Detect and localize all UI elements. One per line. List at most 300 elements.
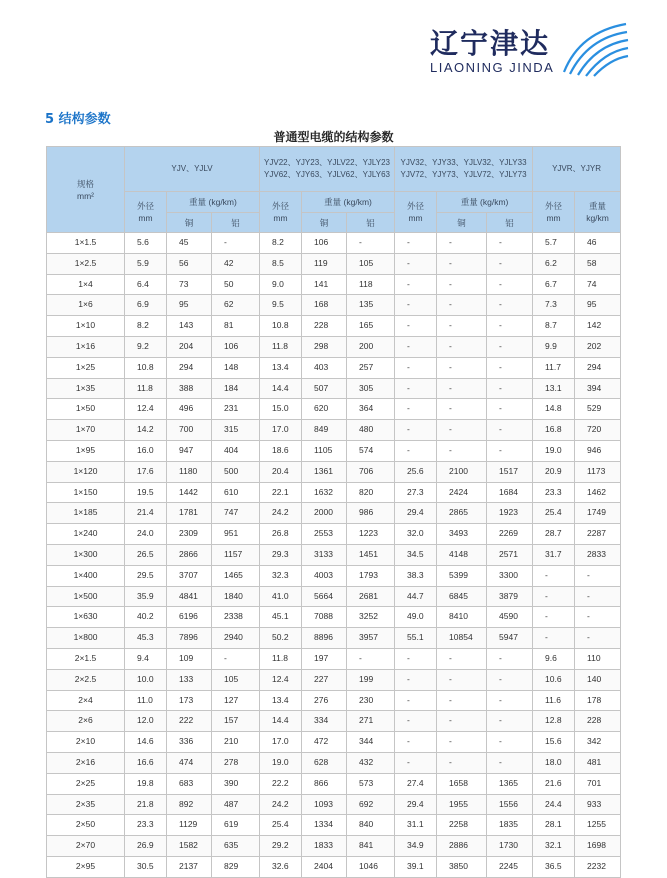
- table-cell: 23.3: [125, 815, 167, 836]
- table-cell: 14.8: [533, 399, 575, 420]
- table-cell: 11.6: [533, 690, 575, 711]
- table-cell: 692: [347, 794, 395, 815]
- table-cell: 390: [212, 773, 260, 794]
- table-cell: 24.2: [260, 503, 302, 524]
- table-cell: 529: [575, 399, 621, 420]
- table-cell: 8410: [437, 607, 487, 628]
- table-cell: 199: [347, 669, 395, 690]
- table-cell: 1658: [437, 773, 487, 794]
- table-row: [47, 607, 621, 628]
- table-cell: -: [347, 233, 395, 254]
- table-cell: 25.4: [260, 815, 302, 836]
- table-cell: 29.5: [125, 565, 167, 586]
- table-cell: 148: [212, 357, 260, 378]
- table-cell: 2553: [302, 524, 347, 545]
- table-cell: -: [437, 420, 487, 441]
- table-cell: 3850: [437, 856, 487, 877]
- table-cell: -: [487, 253, 533, 274]
- cell-spec: 1×2.5: [47, 253, 125, 274]
- table-cell: 1835: [487, 815, 533, 836]
- table-row: [47, 648, 621, 669]
- table-cell: 24.4: [533, 794, 575, 815]
- table-cell: -: [212, 233, 260, 254]
- table-cell: 5.7: [533, 233, 575, 254]
- table-cell: 1180: [167, 461, 212, 482]
- table-cell: 34.5: [395, 544, 437, 565]
- brand-name-cn: 辽宁津达: [430, 27, 551, 60]
- table-cell: 19.0: [533, 440, 575, 461]
- table-cell: 1462: [575, 482, 621, 503]
- table-cell: 6.7: [533, 274, 575, 295]
- table-cell: 16.8: [533, 420, 575, 441]
- table-cell: 1749: [575, 503, 621, 524]
- table-cell: 1556: [487, 794, 533, 815]
- table-cell: 1157: [212, 544, 260, 565]
- table-cell: 74: [575, 274, 621, 295]
- table-cell: 18.0: [533, 752, 575, 773]
- cell-spec: 1×630: [47, 607, 125, 628]
- cell-spec: 1×6: [47, 295, 125, 316]
- table-cell: 58: [575, 253, 621, 274]
- table-cell: 29.4: [395, 794, 437, 815]
- header-group-yjv22-line2: YJV62、YJY63、YJLV62、YJLY63: [264, 170, 391, 179]
- table-cell: -: [395, 357, 437, 378]
- table-cell: 1442: [167, 482, 212, 503]
- table-cell: 1255: [575, 815, 621, 836]
- table-cell: 2571: [487, 544, 533, 565]
- table-cell: 9.2: [125, 336, 167, 357]
- table-cell: 7.3: [533, 295, 575, 316]
- cell-spec: 1×300: [47, 544, 125, 565]
- od-label: 外径: [272, 201, 290, 211]
- table-cell: 2287: [575, 524, 621, 545]
- table-cell: 294: [167, 357, 212, 378]
- table-cell: 683: [167, 773, 212, 794]
- table-cell: 5664: [302, 586, 347, 607]
- table-cell: -: [533, 607, 575, 628]
- header-cu-2: 铜: [302, 213, 347, 233]
- table-cell: 10854: [437, 628, 487, 649]
- table-cell: 12.0: [125, 711, 167, 732]
- table-cell: 202: [575, 336, 621, 357]
- table-cell: -: [437, 399, 487, 420]
- table-cell: -: [575, 607, 621, 628]
- header-group-yjv22: [260, 147, 395, 192]
- table-cell: 105: [212, 669, 260, 690]
- table-cell: 17.0: [260, 420, 302, 441]
- table-cell: 394: [575, 378, 621, 399]
- table-cell: 23.3: [533, 482, 575, 503]
- table-cell: -: [437, 316, 487, 337]
- header-od-3: [395, 192, 437, 233]
- table-cell: 1698: [575, 836, 621, 857]
- table-cell: -: [487, 295, 533, 316]
- table-cell: 95: [575, 295, 621, 316]
- table-cell: 2232: [575, 856, 621, 877]
- table-cell: 6.4: [125, 274, 167, 295]
- cell-spec: 2×1.5: [47, 648, 125, 669]
- table-cell: 26.9: [125, 836, 167, 857]
- table-cell: 41.0: [260, 586, 302, 607]
- table-cell: 9.4: [125, 648, 167, 669]
- table-cell: 32.3: [260, 565, 302, 586]
- table-cell: 866: [302, 773, 347, 794]
- table-cell: 178: [575, 690, 621, 711]
- cell-spec: 2×25: [47, 773, 125, 794]
- table-cell: -: [487, 690, 533, 711]
- header-spec-unit: mm²: [77, 190, 94, 201]
- table-cell: 110: [575, 648, 621, 669]
- table-cell: 620: [302, 399, 347, 420]
- table-cell: 133: [167, 669, 212, 690]
- table-cell: -: [395, 295, 437, 316]
- table-cell: 946: [575, 440, 621, 461]
- table-cell: 344: [347, 732, 395, 753]
- cell-spec: 1×185: [47, 503, 125, 524]
- table-cell: 2866: [167, 544, 212, 565]
- table-cell: 487: [212, 794, 260, 815]
- table-cell: 10.8: [125, 357, 167, 378]
- table-cell: 472: [302, 732, 347, 753]
- header-group-yjvr: YJVR、YJYR: [533, 147, 621, 192]
- table-cell: 24.0: [125, 524, 167, 545]
- table-cell: 6196: [167, 607, 212, 628]
- header-group-yjv32-line2: YJV72、YJY73、YJLV72、YJLY73: [400, 170, 527, 179]
- header-al-1: 铝: [212, 213, 260, 233]
- table-cell: 231: [212, 399, 260, 420]
- table-cell: 849: [302, 420, 347, 441]
- table-cell: -: [487, 378, 533, 399]
- table-cell: 3879: [487, 586, 533, 607]
- table-cell: 21.4: [125, 503, 167, 524]
- table-row: [47, 253, 621, 274]
- table-cell: 29.4: [395, 503, 437, 524]
- table-cell: 829: [212, 856, 260, 877]
- table-cell: -: [437, 378, 487, 399]
- table-cell: 135: [347, 295, 395, 316]
- table-cell: -: [395, 233, 437, 254]
- table-cell: 1833: [302, 836, 347, 857]
- table-cell: 15.0: [260, 399, 302, 420]
- table-cell: 127: [212, 690, 260, 711]
- table-cell: 16.6: [125, 752, 167, 773]
- weight-label: 重量: [589, 201, 607, 211]
- table-cell: 141: [302, 274, 347, 295]
- table-cell: 507: [302, 378, 347, 399]
- cell-spec: 2×70: [47, 836, 125, 857]
- table-cell: -: [395, 378, 437, 399]
- table-cell: 45.3: [125, 628, 167, 649]
- header-spec: [47, 147, 125, 233]
- table-cell: 12.8: [533, 711, 575, 732]
- table-cell: 1334: [302, 815, 347, 836]
- header-group-yjv32-line1: YJV32、YJY33、YJLV32、YJLY33: [400, 158, 527, 167]
- table-cell: 36.5: [533, 856, 575, 877]
- table-cell: 20.9: [533, 461, 575, 482]
- table-cell: -: [487, 420, 533, 441]
- table-cell: 29.2: [260, 836, 302, 857]
- cell-spec: 1×35: [47, 378, 125, 399]
- table-cell: 28.1: [533, 815, 575, 836]
- cell-spec: 1×95: [47, 440, 125, 461]
- table-row: [47, 274, 621, 295]
- od-unit: mm: [273, 213, 288, 223]
- table-cell: 1451: [347, 544, 395, 565]
- header-weight-3: 重量 (kg/km): [437, 192, 533, 213]
- table-cell: 1361: [302, 461, 347, 482]
- table-cell: 3707: [167, 565, 212, 586]
- table-cell: -: [437, 732, 487, 753]
- table-cell: 2137: [167, 856, 212, 877]
- cable-parameters-table: [46, 146, 621, 878]
- cell-spec: 1×400: [47, 565, 125, 586]
- table-cell: 334: [302, 711, 347, 732]
- table-cell: 5.9: [125, 253, 167, 274]
- table-cell: 19.0: [260, 752, 302, 773]
- table-cell: 2309: [167, 524, 212, 545]
- table-row: [47, 295, 621, 316]
- header-group-yjv: YJV、YJLV: [125, 147, 260, 192]
- table-cell: 481: [575, 752, 621, 773]
- table-cell: 28.7: [533, 524, 575, 545]
- od-unit: mm: [546, 213, 561, 223]
- table-cell: 271: [347, 711, 395, 732]
- table-cell: 1730: [487, 836, 533, 857]
- header-spec-label: 规格: [76, 178, 94, 189]
- table-cell: 342: [575, 732, 621, 753]
- table-cell: 19.5: [125, 482, 167, 503]
- table-cell: 11.0: [125, 690, 167, 711]
- table-cell: 165: [347, 316, 395, 337]
- cell-spec: 2×6: [47, 711, 125, 732]
- table-cell: 1105: [302, 440, 347, 461]
- table-cell: 9.0: [260, 274, 302, 295]
- table-cell: 3252: [347, 607, 395, 628]
- table-cell: 610: [212, 482, 260, 503]
- table-cell: 22.1: [260, 482, 302, 503]
- table-cell: 1632: [302, 482, 347, 503]
- table-cell: 31.7: [533, 544, 575, 565]
- table-cell: -: [487, 274, 533, 295]
- table-cell: 45: [167, 233, 212, 254]
- table-cell: 8.7: [533, 316, 575, 337]
- table-cell: 3493: [437, 524, 487, 545]
- table-cell: 230: [347, 690, 395, 711]
- table-cell: 184: [212, 378, 260, 399]
- table-cell: 1093: [302, 794, 347, 815]
- cell-spec: 1×16: [47, 336, 125, 357]
- table-cell: 3133: [302, 544, 347, 565]
- table-cell: 933: [575, 794, 621, 815]
- table-cell: 2338: [212, 607, 260, 628]
- cell-spec: 2×35: [47, 794, 125, 815]
- table-cell: 4003: [302, 565, 347, 586]
- table-row: [47, 628, 621, 649]
- table-cell: 26.5: [125, 544, 167, 565]
- table-cell: 2865: [437, 503, 487, 524]
- table-cell: 701: [575, 773, 621, 794]
- table-cell: 305: [347, 378, 395, 399]
- table-cell: 25.4: [533, 503, 575, 524]
- table-cell: -: [437, 336, 487, 357]
- table-cell: -: [487, 399, 533, 420]
- cell-spec: 1×10: [47, 316, 125, 337]
- table-cell: 46: [575, 233, 621, 254]
- table-cell: 38.3: [395, 565, 437, 586]
- table-cell: -: [575, 565, 621, 586]
- table-cell: 13.4: [260, 357, 302, 378]
- swoosh-icon: [560, 18, 630, 78]
- header-group-yjv22-line1: YJV22、YJY23、YJLV22、YJLY23: [264, 158, 391, 167]
- table-cell: 8.2: [125, 316, 167, 337]
- table-cell: 9.9: [533, 336, 575, 357]
- table-cell: 1840: [212, 586, 260, 607]
- table-cell: -: [437, 295, 487, 316]
- table-cell: 2404: [302, 856, 347, 877]
- table-cell: 34.9: [395, 836, 437, 857]
- table-cell: 157: [212, 711, 260, 732]
- table-cell: 5947: [487, 628, 533, 649]
- table-cell: -: [487, 316, 533, 337]
- table-cell: -: [395, 420, 437, 441]
- table-cell: 32.6: [260, 856, 302, 877]
- table-cell: 480: [347, 420, 395, 441]
- table-cell: 142: [575, 316, 621, 337]
- table-cell: 118: [347, 274, 395, 295]
- header-weight-2: 重量 (kg/km): [302, 192, 395, 213]
- table-cell: 4841: [167, 586, 212, 607]
- cell-spec: 2×2.5: [47, 669, 125, 690]
- cell-spec: 1×800: [47, 628, 125, 649]
- table-row: [47, 836, 621, 857]
- table-cell: -: [487, 440, 533, 461]
- table-cell: 1173: [575, 461, 621, 482]
- table-cell: 364: [347, 399, 395, 420]
- header-od-4: [533, 192, 575, 233]
- table-row: [47, 316, 621, 337]
- table-cell: 257: [347, 357, 395, 378]
- table-cell: 1365: [487, 773, 533, 794]
- cell-spec: 1×150: [47, 482, 125, 503]
- table-cell: 700: [167, 420, 212, 441]
- table-cell: 573: [347, 773, 395, 794]
- table-cell: 315: [212, 420, 260, 441]
- table-cell: 986: [347, 503, 395, 524]
- table-cell: 27.3: [395, 482, 437, 503]
- table-cell: 388: [167, 378, 212, 399]
- table-cell: 17.0: [260, 732, 302, 753]
- table-cell: 1223: [347, 524, 395, 545]
- table-cell: -: [395, 316, 437, 337]
- table-cell: 109: [167, 648, 212, 669]
- cell-spec: 1×25: [47, 357, 125, 378]
- table-cell: 820: [347, 482, 395, 503]
- table-cell: 228: [575, 711, 621, 732]
- table-row: [47, 815, 621, 836]
- table-cell: 49.0: [395, 607, 437, 628]
- table-cell: -: [395, 752, 437, 773]
- cell-spec: 2×50: [47, 815, 125, 836]
- table-row: [47, 482, 621, 503]
- table-cell: 1129: [167, 815, 212, 836]
- table-cell: -: [533, 628, 575, 649]
- table-cell: -: [487, 357, 533, 378]
- table-cell: 8.5: [260, 253, 302, 274]
- table-cell: 16.0: [125, 440, 167, 461]
- table-cell: -: [212, 648, 260, 669]
- table-cell: 105: [347, 253, 395, 274]
- cell-spec: 1×240: [47, 524, 125, 545]
- table-cell: 30.5: [125, 856, 167, 877]
- table-row: [47, 794, 621, 815]
- table-cell: -: [395, 440, 437, 461]
- table-cell: 62: [212, 295, 260, 316]
- table-row: [47, 669, 621, 690]
- table-cell: 4148: [437, 544, 487, 565]
- table-cell: 892: [167, 794, 212, 815]
- table-cell: 140: [575, 669, 621, 690]
- od-unit: mm: [408, 213, 423, 223]
- table-cell: -: [437, 690, 487, 711]
- table-cell: -: [347, 648, 395, 669]
- table-cell: 197: [302, 648, 347, 669]
- table-row: [47, 357, 621, 378]
- table-cell: 32.0: [395, 524, 437, 545]
- table-cell: 628: [302, 752, 347, 773]
- table-cell: 574: [347, 440, 395, 461]
- table-cell: 24.2: [260, 794, 302, 815]
- table-cell: -: [487, 648, 533, 669]
- table-cell: -: [437, 669, 487, 690]
- table-cell: 210: [212, 732, 260, 753]
- table-cell: 474: [167, 752, 212, 773]
- table-cell: 706: [347, 461, 395, 482]
- table-cell: 496: [167, 399, 212, 420]
- table-cell: 42: [212, 253, 260, 274]
- table-cell: -: [437, 752, 487, 773]
- cell-spec: 1×500: [47, 586, 125, 607]
- table-cell: 1923: [487, 503, 533, 524]
- table-row: [47, 711, 621, 732]
- table-cell: 2269: [487, 524, 533, 545]
- table-cell: 45.1: [260, 607, 302, 628]
- table-cell: 200: [347, 336, 395, 357]
- table-cell: 14.2: [125, 420, 167, 441]
- table-cell: -: [395, 711, 437, 732]
- table-cell: -: [487, 752, 533, 773]
- table-cell: 747: [212, 503, 260, 524]
- section-title: 5 结构参数: [45, 112, 111, 127]
- table-cell: -: [533, 565, 575, 586]
- table-cell: 3957: [347, 628, 395, 649]
- brand-logo: [430, 18, 630, 80]
- table-row: [47, 336, 621, 357]
- table-cell: 11.8: [260, 336, 302, 357]
- table-cell: 13.1: [533, 378, 575, 399]
- table-cell: 951: [212, 524, 260, 545]
- table-caption: 普通型电缆的结构参数: [273, 130, 394, 144]
- table-cell: 1781: [167, 503, 212, 524]
- table-cell: 10.6: [533, 669, 575, 690]
- table-row: [47, 690, 621, 711]
- table-cell: -: [395, 690, 437, 711]
- table-row: [47, 440, 621, 461]
- table-cell: 106: [212, 336, 260, 357]
- brand-name-en: LIAONING JINDA: [430, 60, 555, 75]
- table-cell: 840: [347, 815, 395, 836]
- od-label: 外径: [407, 201, 425, 211]
- table-cell: -: [395, 274, 437, 295]
